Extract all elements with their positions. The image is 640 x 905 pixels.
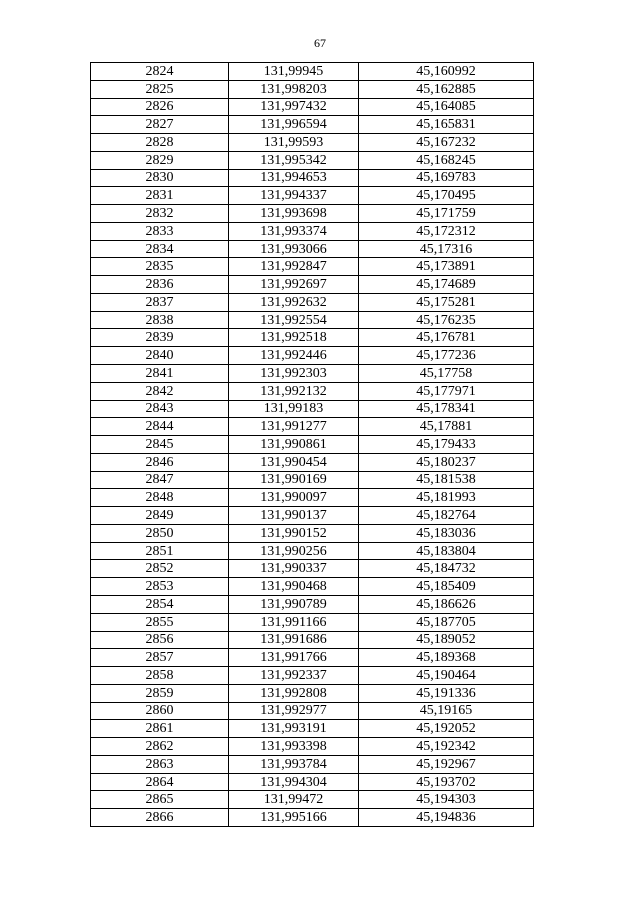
y-coordinate-cell: 45,19165 [359, 702, 534, 720]
table-row [91, 773, 534, 791]
x-coordinate-cell: 131,993191 [229, 720, 359, 738]
y-coordinate-cell: 45,165831 [359, 116, 534, 134]
point-number-cell: 2842 [91, 382, 229, 400]
point-number-cell: 2828 [91, 134, 229, 152]
point-number-cell: 2858 [91, 667, 229, 685]
y-coordinate-cell: 45,173891 [359, 258, 534, 276]
table-row [91, 276, 534, 294]
table-row [91, 595, 534, 613]
point-number-cell: 2835 [91, 258, 229, 276]
table-row [91, 240, 534, 258]
table-row [91, 453, 534, 471]
table-row [91, 791, 534, 809]
y-coordinate-cell: 45,160992 [359, 63, 534, 81]
table-row [91, 613, 534, 631]
y-coordinate-cell: 45,178341 [359, 400, 534, 418]
y-coordinate-cell: 45,181993 [359, 489, 534, 507]
page-number: 67 [314, 36, 326, 50]
table-row [91, 222, 534, 240]
table-row [91, 151, 534, 169]
y-coordinate-cell: 45,171759 [359, 205, 534, 223]
x-coordinate-cell: 131,992847 [229, 258, 359, 276]
table-row [91, 258, 534, 276]
point-number-cell: 2840 [91, 347, 229, 365]
y-coordinate-cell: 45,168245 [359, 151, 534, 169]
point-number-cell: 2866 [91, 809, 229, 827]
table-row [91, 365, 534, 383]
table-row [91, 187, 534, 205]
table-row [91, 755, 534, 773]
x-coordinate-cell: 131,990468 [229, 578, 359, 596]
point-number-cell: 2854 [91, 595, 229, 613]
y-coordinate-cell: 45,182764 [359, 507, 534, 525]
x-coordinate-cell: 131,997432 [229, 98, 359, 116]
point-number-cell: 2851 [91, 542, 229, 560]
y-coordinate-cell: 45,167232 [359, 134, 534, 152]
x-coordinate-cell: 131,990861 [229, 436, 359, 454]
y-coordinate-cell: 45,183804 [359, 542, 534, 560]
table-row [91, 738, 534, 756]
y-coordinate-cell: 45,164085 [359, 98, 534, 116]
x-coordinate-cell: 131,994653 [229, 169, 359, 187]
x-coordinate-cell: 131,994337 [229, 187, 359, 205]
table-row [91, 418, 534, 436]
y-coordinate-cell: 45,184732 [359, 560, 534, 578]
x-coordinate-cell: 131,992446 [229, 347, 359, 365]
y-coordinate-cell: 45,17881 [359, 418, 534, 436]
table-row [91, 524, 534, 542]
table-row [91, 809, 534, 827]
table-row [91, 347, 534, 365]
point-number-cell: 2831 [91, 187, 229, 205]
table-row [91, 80, 534, 98]
y-coordinate-cell: 45,183036 [359, 524, 534, 542]
table-row [91, 667, 534, 685]
point-number-cell: 2852 [91, 560, 229, 578]
y-coordinate-cell: 45,179433 [359, 436, 534, 454]
table-row [91, 169, 534, 187]
point-number-cell: 2847 [91, 471, 229, 489]
point-number-cell: 2832 [91, 205, 229, 223]
y-coordinate-cell: 45,175281 [359, 293, 534, 311]
y-coordinate-cell: 45,191336 [359, 684, 534, 702]
y-coordinate-cell: 45,177236 [359, 347, 534, 365]
y-coordinate-cell: 45,194836 [359, 809, 534, 827]
x-coordinate-cell: 131,992518 [229, 329, 359, 347]
x-coordinate-cell: 131,990789 [229, 595, 359, 613]
y-coordinate-cell: 45,193702 [359, 773, 534, 791]
y-coordinate-cell: 45,189368 [359, 649, 534, 667]
x-coordinate-cell: 131,991277 [229, 418, 359, 436]
x-coordinate-cell: 131,993374 [229, 222, 359, 240]
y-coordinate-cell: 45,186626 [359, 595, 534, 613]
point-number-cell: 2837 [91, 293, 229, 311]
table-row [91, 205, 534, 223]
x-coordinate-cell: 131,990256 [229, 542, 359, 560]
x-coordinate-cell: 131,991766 [229, 649, 359, 667]
x-coordinate-cell: 131,992808 [229, 684, 359, 702]
y-coordinate-cell: 45,192967 [359, 755, 534, 773]
x-coordinate-cell: 131,99183 [229, 400, 359, 418]
x-coordinate-cell: 131,99945 [229, 63, 359, 81]
table-row [91, 649, 534, 667]
point-number-cell: 2860 [91, 702, 229, 720]
table-row [91, 311, 534, 329]
point-number-cell: 2857 [91, 649, 229, 667]
y-coordinate-cell: 45,17758 [359, 365, 534, 383]
point-number-cell: 2833 [91, 222, 229, 240]
y-coordinate-cell: 45,180237 [359, 453, 534, 471]
x-coordinate-cell: 131,990152 [229, 524, 359, 542]
point-number-cell: 2836 [91, 276, 229, 294]
x-coordinate-cell: 131,990337 [229, 560, 359, 578]
table-row [91, 134, 534, 152]
point-number-cell: 2864 [91, 773, 229, 791]
y-coordinate-cell: 45,172312 [359, 222, 534, 240]
x-coordinate-cell: 131,993066 [229, 240, 359, 258]
table-row [91, 684, 534, 702]
point-number-cell: 2826 [91, 98, 229, 116]
y-coordinate-cell: 45,169783 [359, 169, 534, 187]
y-coordinate-cell: 45,189052 [359, 631, 534, 649]
y-coordinate-cell: 45,176781 [359, 329, 534, 347]
point-number-cell: 2862 [91, 738, 229, 756]
y-coordinate-cell: 45,174689 [359, 276, 534, 294]
table-row [91, 293, 534, 311]
point-number-cell: 2827 [91, 116, 229, 134]
point-number-cell: 2824 [91, 63, 229, 81]
y-coordinate-cell: 45,181538 [359, 471, 534, 489]
x-coordinate-cell: 131,990454 [229, 453, 359, 471]
point-number-cell: 2849 [91, 507, 229, 525]
x-coordinate-cell: 131,996594 [229, 116, 359, 134]
point-number-cell: 2845 [91, 436, 229, 454]
x-coordinate-cell: 131,990097 [229, 489, 359, 507]
x-coordinate-cell: 131,990169 [229, 471, 359, 489]
x-coordinate-cell: 131,993398 [229, 738, 359, 756]
y-coordinate-cell: 45,185409 [359, 578, 534, 596]
x-coordinate-cell: 131,99472 [229, 791, 359, 809]
x-coordinate-cell: 131,991166 [229, 613, 359, 631]
x-coordinate-cell: 131,99593 [229, 134, 359, 152]
y-coordinate-cell: 45,190464 [359, 667, 534, 685]
x-coordinate-cell: 131,992554 [229, 311, 359, 329]
y-coordinate-cell: 45,177971 [359, 382, 534, 400]
table-row [91, 382, 534, 400]
point-number-cell: 2861 [91, 720, 229, 738]
table-row [91, 471, 534, 489]
x-coordinate-cell: 131,990137 [229, 507, 359, 525]
x-coordinate-cell: 131,993698 [229, 205, 359, 223]
x-coordinate-cell: 131,992977 [229, 702, 359, 720]
x-coordinate-cell: 131,992632 [229, 293, 359, 311]
y-coordinate-cell: 45,192342 [359, 738, 534, 756]
y-coordinate-cell: 45,194303 [359, 791, 534, 809]
table-row [91, 436, 534, 454]
point-number-cell: 2863 [91, 755, 229, 773]
x-coordinate-cell: 131,991686 [229, 631, 359, 649]
table-row [91, 329, 534, 347]
table-row [91, 631, 534, 649]
y-coordinate-cell: 45,162885 [359, 80, 534, 98]
table-row [91, 507, 534, 525]
x-coordinate-cell: 131,995166 [229, 809, 359, 827]
table-row [91, 720, 534, 738]
table-row [91, 702, 534, 720]
point-number-cell: 2844 [91, 418, 229, 436]
point-number-cell: 2834 [91, 240, 229, 258]
point-number-cell: 2830 [91, 169, 229, 187]
x-coordinate-cell: 131,994304 [229, 773, 359, 791]
x-coordinate-cell: 131,992697 [229, 276, 359, 294]
point-number-cell: 2850 [91, 524, 229, 542]
point-number-cell: 2841 [91, 365, 229, 383]
table-row [91, 489, 534, 507]
table-row [91, 98, 534, 116]
y-coordinate-cell: 45,192052 [359, 720, 534, 738]
x-coordinate-cell: 131,992132 [229, 382, 359, 400]
x-coordinate-cell: 131,998203 [229, 80, 359, 98]
table-row [91, 116, 534, 134]
table-row [91, 578, 534, 596]
y-coordinate-cell: 45,17316 [359, 240, 534, 258]
x-coordinate-cell: 131,992337 [229, 667, 359, 685]
x-coordinate-cell: 131,992303 [229, 365, 359, 383]
table-body [91, 63, 534, 827]
point-number-cell: 2853 [91, 578, 229, 596]
point-number-cell: 2843 [91, 400, 229, 418]
table-row [91, 542, 534, 560]
point-number-cell: 2839 [91, 329, 229, 347]
table-row [91, 560, 534, 578]
table-row [91, 400, 534, 418]
point-number-cell: 2846 [91, 453, 229, 471]
x-coordinate-cell: 131,993784 [229, 755, 359, 773]
point-number-cell: 2865 [91, 791, 229, 809]
point-number-cell: 2825 [91, 80, 229, 98]
y-coordinate-cell: 45,170495 [359, 187, 534, 205]
y-coordinate-cell: 45,187705 [359, 613, 534, 631]
point-number-cell: 2855 [91, 613, 229, 631]
point-number-cell: 2856 [91, 631, 229, 649]
x-coordinate-cell: 131,995342 [229, 151, 359, 169]
point-number-cell: 2829 [91, 151, 229, 169]
point-number-cell: 2848 [91, 489, 229, 507]
table-row [91, 63, 534, 81]
y-coordinate-cell: 45,176235 [359, 311, 534, 329]
point-number-cell: 2838 [91, 311, 229, 329]
point-number-cell: 2859 [91, 684, 229, 702]
coordinates-table [90, 62, 534, 827]
